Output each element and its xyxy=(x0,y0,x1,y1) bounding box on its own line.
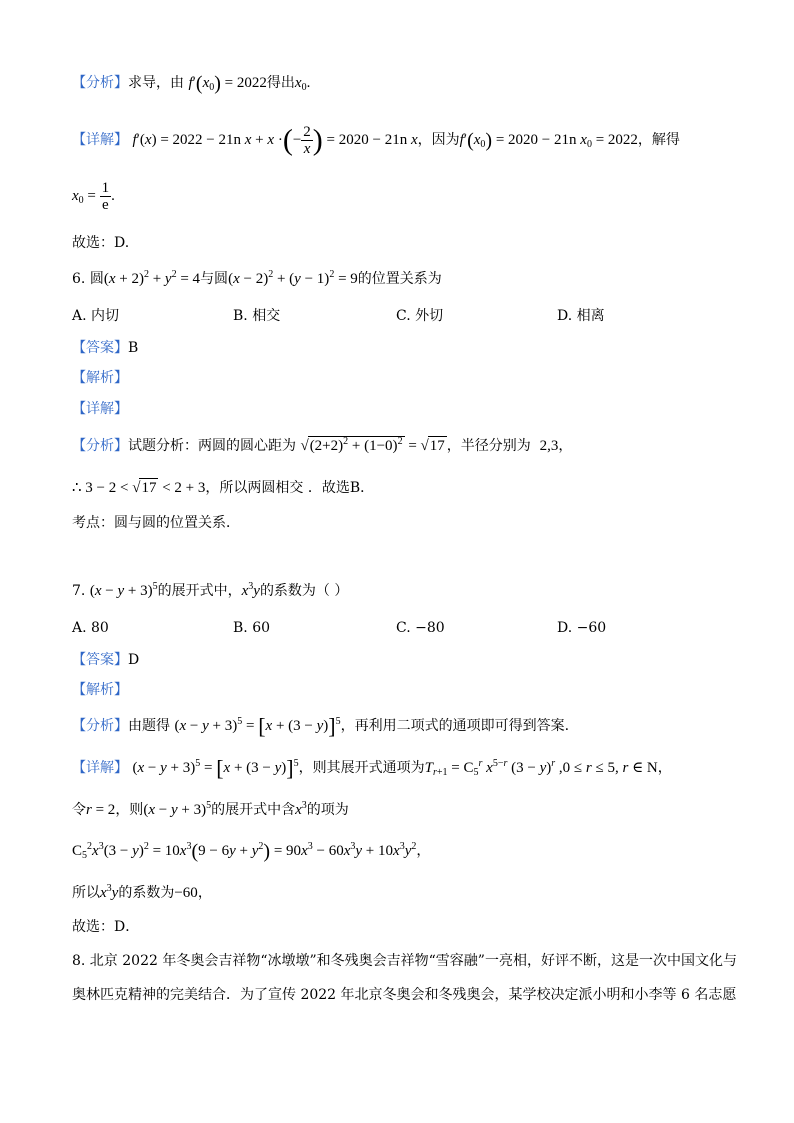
q6-answer: 【答案】B xyxy=(72,340,139,356)
q7-detail-line-2: 令r = 2，则$(x - y + 3)^5$的展开式中含$x^3$的项为 xyxy=(72,800,349,818)
detail-line-1: 【详解】 f′(x) = 2022 − 21n x + x ·(− $\frac{2}{x}$ ) = 2020 − 21n x，因为$f'(x_0) = 2020 - 21n$ $x_0 = 2022$，解得 xyxy=(72,123,680,157)
question-8-line-2: 奥林匹克精神的完美结合．为了宣传 2022 年北京冬奥会和冬残奥会，某学校决定派小明和小李等 6 名志愿 xyxy=(72,987,737,1003)
q6-jiexi-tag: 【解析】 xyxy=(72,370,128,386)
analysis-tag: 【分析】 xyxy=(72,75,128,91)
analysis-line-1: 【分析】求导，由 $f'(x_0) = 2022$得出$x_0$. xyxy=(72,72,311,95)
q6-option-d: D. 相离 xyxy=(557,308,605,324)
q7-detail-line-1: 【详解】 $(x - y + 3)^5 = [x + (3 - y)]^5$，则其展开式通项为$T_{r+1} = C_5^r$ $x^{5-r}$ $(3 - y)^r$ ,0 ≤ r ≤ 5, r ∈ N， xyxy=(72,755,672,781)
formula: $f'(x_0) = 2022$ xyxy=(188,72,267,95)
q7-option-b: B. 60 xyxy=(233,620,271,636)
q6-analysis-line-1: 【分析】试题分析：两圆的圆心距为 $√(2+2)^2 + (1-0)^2 = √17$ ，半径分别为 2,3， xyxy=(72,436,573,454)
answer-choice-line: 故选：D. xyxy=(72,235,130,251)
detail-tag: 【详解】 xyxy=(72,131,128,148)
q7-option-c: C. −80 xyxy=(396,620,445,636)
q7-option-d: D. −60 xyxy=(557,620,607,636)
q7-end: 故选：D． xyxy=(72,919,140,935)
q6-analysis-line-2: ∴ 3 − 2 < √17 < 2 + 3，所以两圆相交 ．故选B． xyxy=(72,480,375,496)
q6-option-c: C. 外切 xyxy=(396,308,444,324)
q6-option-a: A. 内切 xyxy=(72,308,120,324)
q7-answer: 【答案】D xyxy=(72,652,140,668)
q6-kaodian: 考点：圆与圆的位置关系． xyxy=(72,515,240,531)
formula: f′(x) = 2022 − 21n x + x ·(− $\frac{2}{x}$ ) = 2020 − 21n x xyxy=(132,123,418,157)
question-8-line-1: 8. 北京 2022 年冬奥会吉祥物“冰墩墩”和冬残奥会吉祥物“雪容融”一亮相，好评不断，这是一次中国文化与 xyxy=(72,953,737,969)
q7-jiexi-tag: 【解析】 xyxy=(72,682,128,698)
q7-option-a: A. 80 xyxy=(72,620,109,636)
question-7: 7. $(x - y + 3)^5$的展开式中，$x^3y$的系数为（ ） xyxy=(72,581,349,599)
q6-xiangjie-tag: 【详解】 xyxy=(72,401,128,417)
q6-option-b: B. 相交 xyxy=(233,308,281,324)
q7-analysis: 【分析】由题得 $(x - y + 3)^5 = [x + (3 - y)]^5$，再利用二项式的通项即可得到答案. xyxy=(72,713,570,739)
q7-detail-line-3: $C_5^2x^3(3 - y)^2 = 10x^3(9 - 6y + y^2) = 90x^3 - 60x^3y + 10x^3y^2$， xyxy=(72,840,431,863)
detail-line-2: $x_0$ = $\frac{1}{e}$ . xyxy=(72,180,115,213)
q7-detail-line-4: 所以$x^3y$的系数为−60， xyxy=(72,883,212,901)
question-6: 6. 圆$(x + 2)^2 + y^2 = 4$与圆$(x - 2)^2 + (y - 1)^2 = 9$的位置关系为 xyxy=(72,269,442,287)
